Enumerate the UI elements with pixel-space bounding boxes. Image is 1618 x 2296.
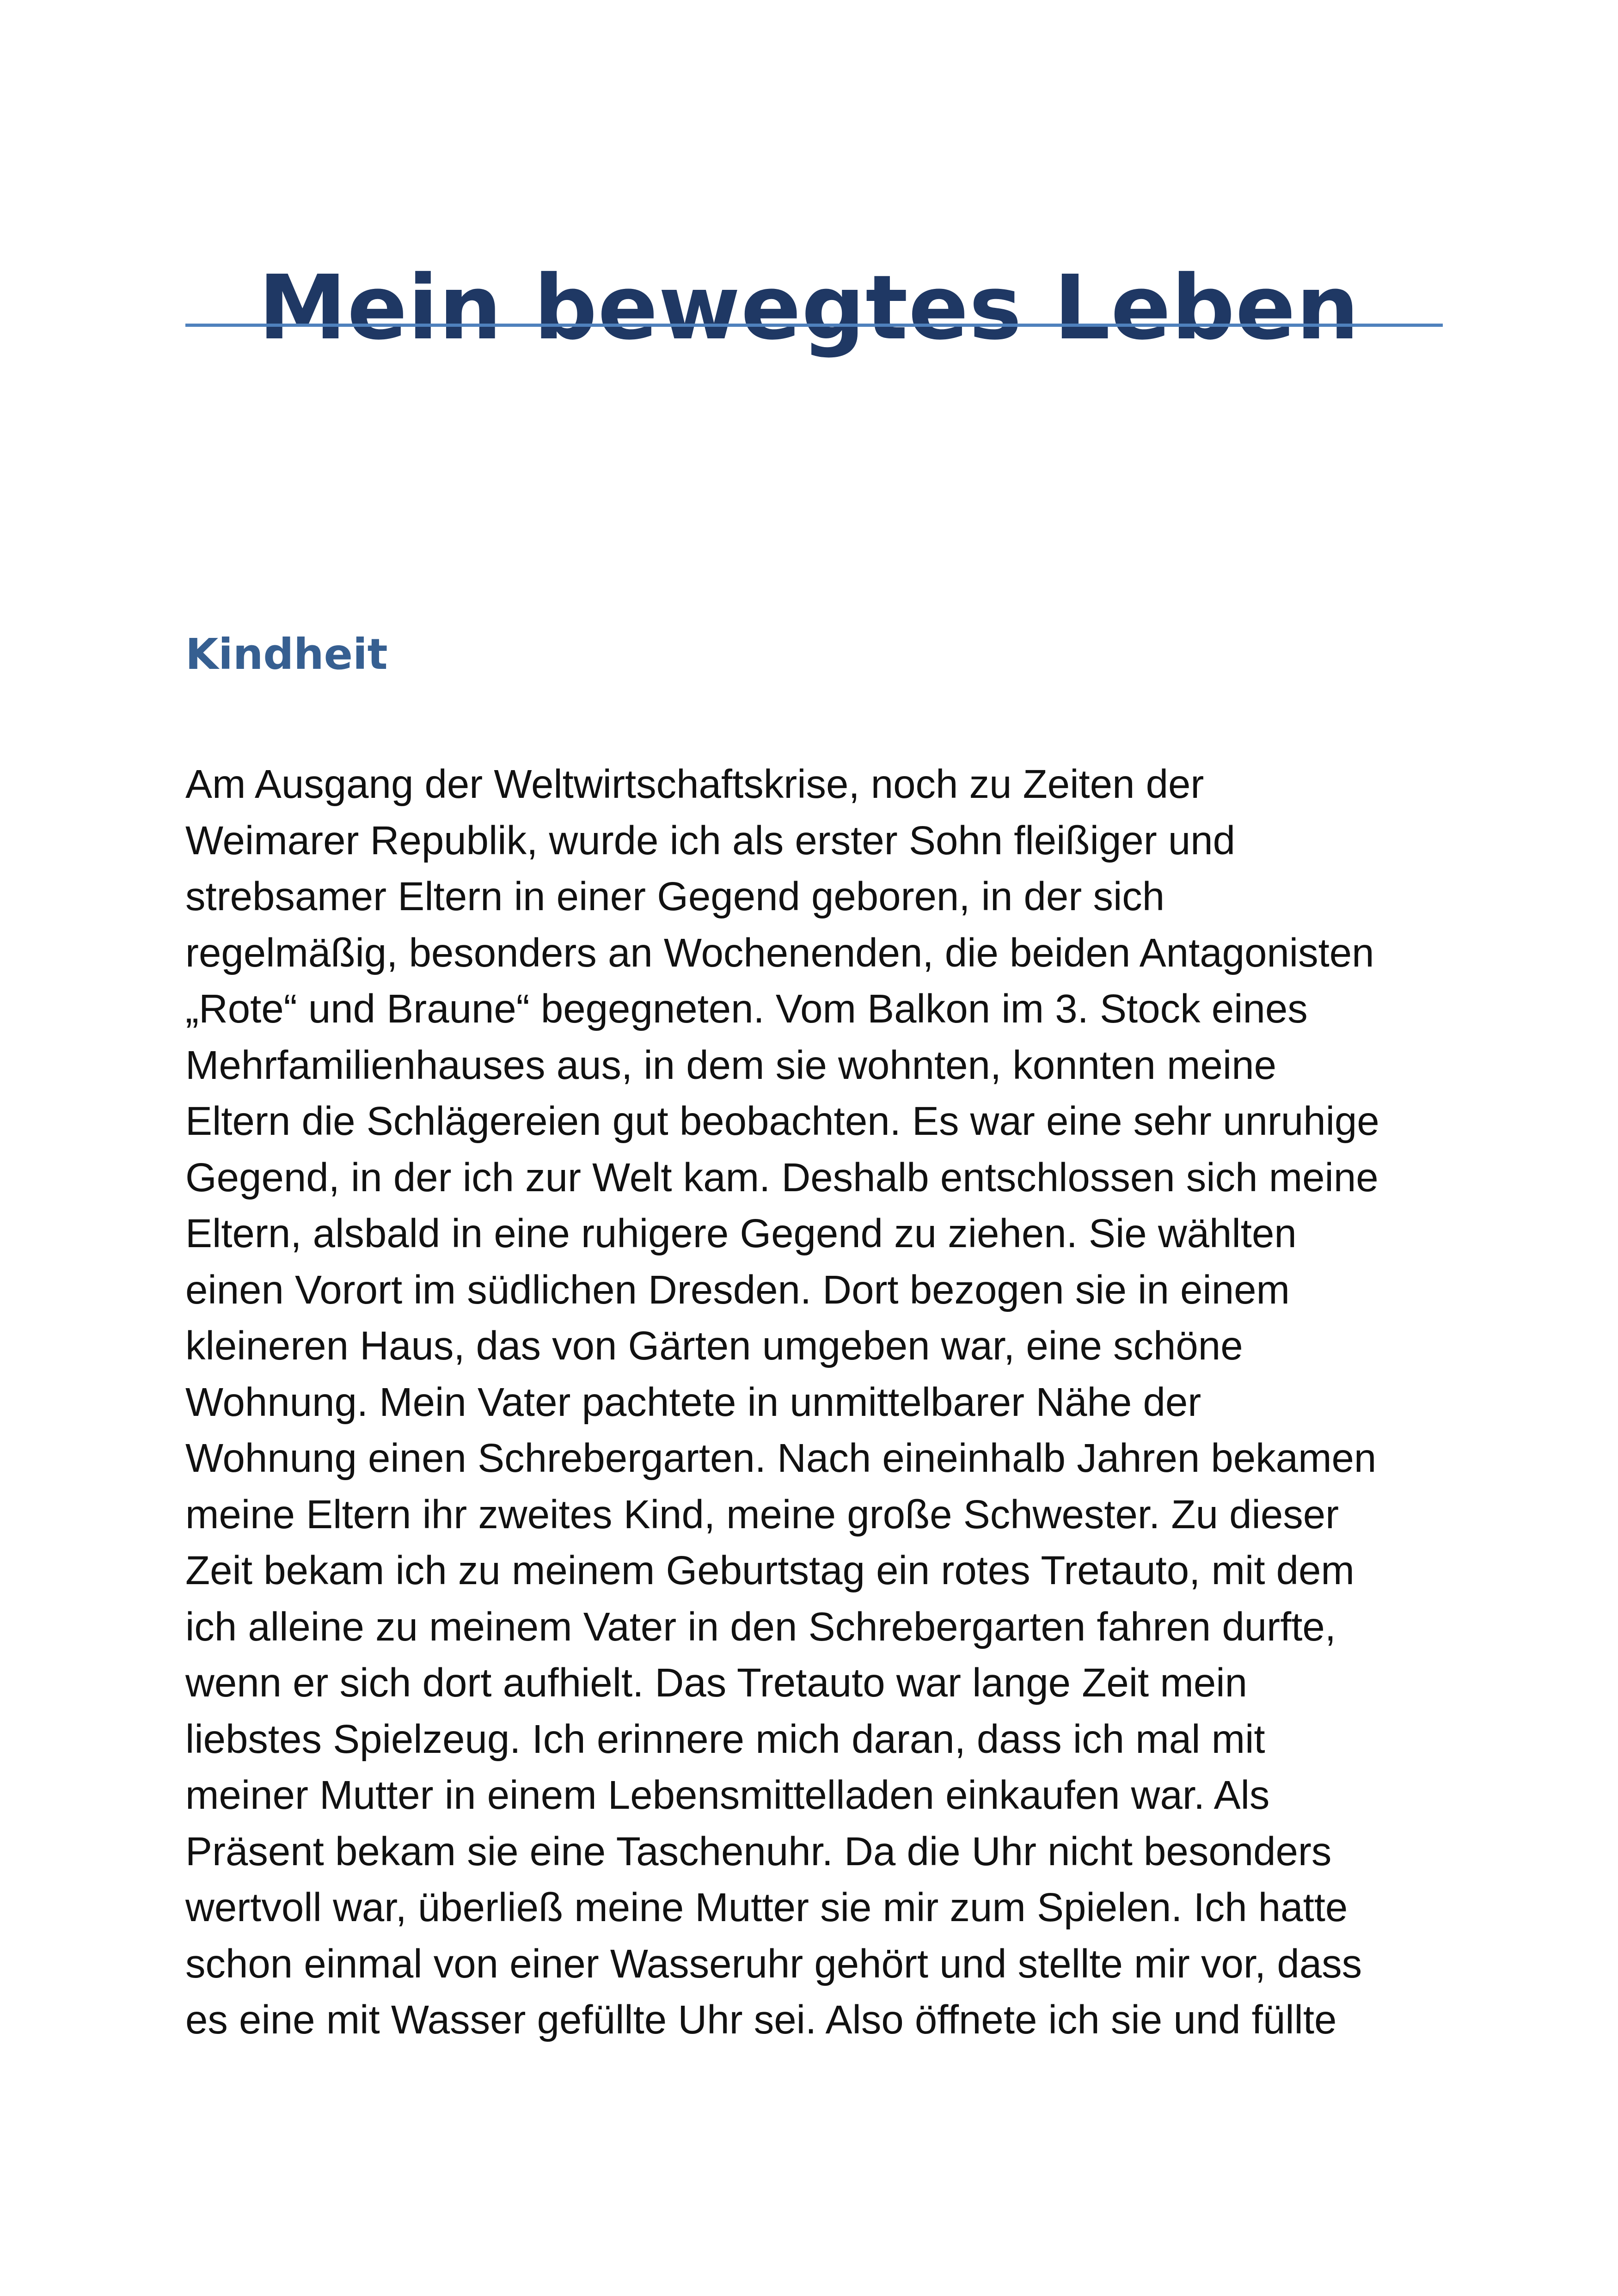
paragraph-line: Zeit bekam ich zu meinem Geburtstag ein rotes Tretauto, mit dem (185, 1548, 1354, 1593)
paragraph-line: schon einmal von einer Wasseruhr gehört und stellte mir vor, dass (185, 1941, 1362, 1986)
paragraph-line: Präsent bekam sie eine Taschenuhr. Da die Uhr nicht besonders (185, 1829, 1332, 1874)
paragraph-line: Gegend, in der ich zur Welt kam. Deshalb entschlossen sich meine (185, 1155, 1379, 1200)
paragraph-line: liebstes Spielzeug. Ich erinnere mich daran, dass ich mal mit (185, 1716, 1265, 1762)
body-paragraph (185, 756, 1443, 2048)
paragraph-line: Wohnung. Mein Vater pachtete in unmittelbarer Nähe der (185, 1379, 1201, 1425)
paragraph-line: Eltern, alsbald in eine ruhigere Gegend zu ziehen. Sie wählten (185, 1211, 1297, 1256)
title-underline-rule (185, 324, 1443, 327)
paragraph-line: meiner Mutter in einem Lebensmittelladen einkaufen war. Als (185, 1773, 1270, 1818)
paragraph-line: einen Vorort im südlichen Dresden. Dort bezogen sie in einem (185, 1267, 1290, 1312)
paragraph-line: ich alleine zu meinem Vater in den Schrebergarten fahren durfte, (185, 1604, 1336, 1649)
paragraph-line: strebsamer Eltern in einer Gegend geboren, in der sich (185, 874, 1165, 919)
paragraph-line: wertvoll war, überließ meine Mutter sie mir zum Spielen. Ich hatte (185, 1885, 1348, 1930)
paragraph-line: „Rote“ und Braune“ begegneten. Vom Balkon im 3. Stock eines (185, 986, 1308, 1031)
paragraph-line: es eine mit Wasser gefüllte Uhr sei. Also öffnete ich sie und füllte (185, 1997, 1337, 2042)
paragraph-line: Am Ausgang der Weltwirtschaftskrise, noch zu Zeiten der (185, 762, 1204, 807)
paragraph-line: wenn er sich dort aufhielt. Das Tretauto war lange Zeit mein (185, 1660, 1247, 1705)
paragraph-line: Weimarer Republik, wurde ich als erster Sohn fleißiger und (185, 818, 1236, 863)
paragraph-line: meine Eltern ihr zweites Kind, meine große Schwester. Zu dieser (185, 1492, 1339, 1537)
document-title: Mein bewegtes Leben (258, 256, 1360, 360)
paragraph-line: regelmäßig, besonders an Wochenenden, die beiden Antagonisten (185, 930, 1374, 975)
paragraph-line: Wohnung einen Schrebergarten. Nach eineinhalb Jahren bekamen (185, 1436, 1377, 1481)
section-heading-kindheit: Kindheit (185, 630, 388, 680)
paragraph-line: kleineren Haus, das von Gärten umgeben war, eine schöne (185, 1323, 1243, 1368)
paragraph-line: Mehrfamilienhauses aus, in dem sie wohnten, konnten meine (185, 1042, 1277, 1088)
paragraph-line: Eltern die Schlägereien gut beobachten. Es war eine sehr unruhige (185, 1099, 1379, 1144)
